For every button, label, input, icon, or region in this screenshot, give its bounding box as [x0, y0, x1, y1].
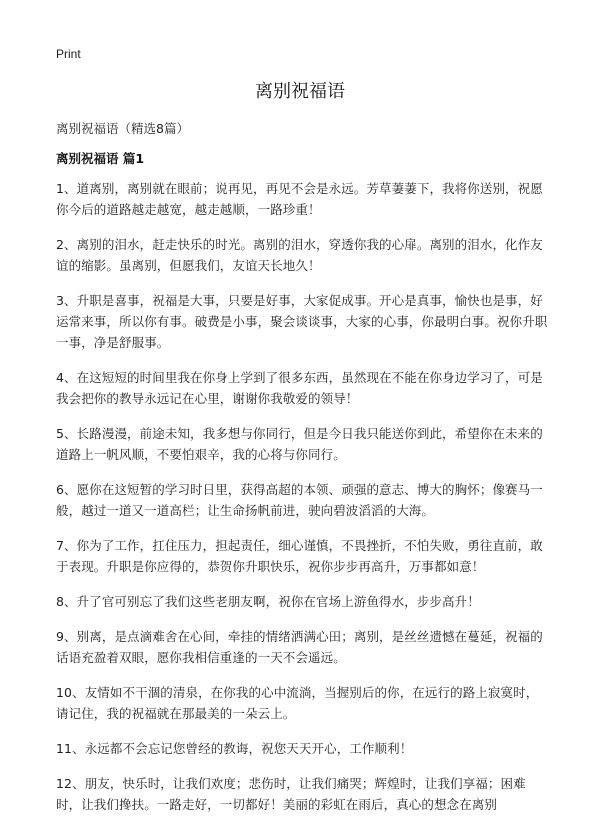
- print-link[interactable]: Print: [56, 47, 81, 61]
- section-heading: 离别祝福语 篇1: [56, 151, 145, 166]
- document-subtitle: 离别祝福语（精选8篇）: [56, 121, 189, 136]
- paragraph: 10、友情如不干涸的清泉，在你我的心中流淌，当握别后的你，在远行的路上寂寞时，请记住，我的祝福就在那最美的一朵云上。: [56, 685, 539, 721]
- paragraph: 5、长路漫漫，前途未知，我多想与你同行，但是今日我只能送你到此，希望你在未来的道路上一帆风顺，不要怕艰辛，我的心将与你同行。: [56, 426, 543, 462]
- paragraph: 11、永远都不会忘记您曾经的教诲，祝您天天开心，工作顺利！: [56, 741, 413, 756]
- paragraph: 8、升了官可别忘了我们这些老朋友啊，祝你在官场上游鱼得水，步步高升！: [56, 594, 480, 609]
- page-title: 离别祝福语: [255, 81, 345, 102]
- paragraph: 4、在这短短的时间里我在你身上学到了很多东西，虽然现在不能在你身边学习了，可是我会把你的教导永远记在心里，谢谢你我敬爱的领导！: [56, 370, 543, 406]
- paragraph: 6、愿你在这短暂的学习时日里，获得高超的本领、顽强的意志、博大的胸怀；像赛马一般，越过一道又一道高栏；让生命扬帆前进，驶向碧波滔滔的大海。: [56, 482, 543, 518]
- paragraph: 2、离别的泪水，赶走快乐的时光。离别的泪水，穿透你我的心扉。离别的泪水，化作友谊的缩影。虽离别，但愿我们，友谊天长地久！: [56, 237, 543, 273]
- paragraph: 12、朋友，快乐时，让我们欢度；悲伤时，让我们痛哭；辉煌时，让我们享福；困难时，让我们搀扶。一路走好，一切都好！美丽的彩虹在雨后，真心的想念在离别: [56, 776, 526, 812]
- document-body: [56, 178, 548, 828]
- paragraph: 3、升职是喜事，祝福是大事，只要是好事，大家促成事。开心是真事，愉快也是事，好运常来事，所以你有事。破费是小事，聚会谈谈事，大家的心事，你最明白事。祝你升职一事，净是舒服事。: [56, 293, 548, 350]
- paragraph: 7、你为了工作，扛住压力，担起责任，细心谨慎，不畏挫折，不怕失败，勇往直前，敢于表现。升职是你应得的，恭贺你升职快乐，祝你步步再高升，万事都如意！: [56, 538, 543, 574]
- paragraph: 1、道离别，离别就在眼前；说再见，再见不会是永远。芳草萋萋下，我将你送别，祝愿你今后的道路越走越宽，越走越顺，一路珍重！: [56, 181, 543, 217]
- paragraph: 9、别离，是点滴难舍在心间，牵挂的情绪洒满心田；离别，是丝丝遗憾在蔓延，祝福的话语充盈着双眼，愿你我相信重逢的一天不会遥远。: [56, 629, 543, 665]
